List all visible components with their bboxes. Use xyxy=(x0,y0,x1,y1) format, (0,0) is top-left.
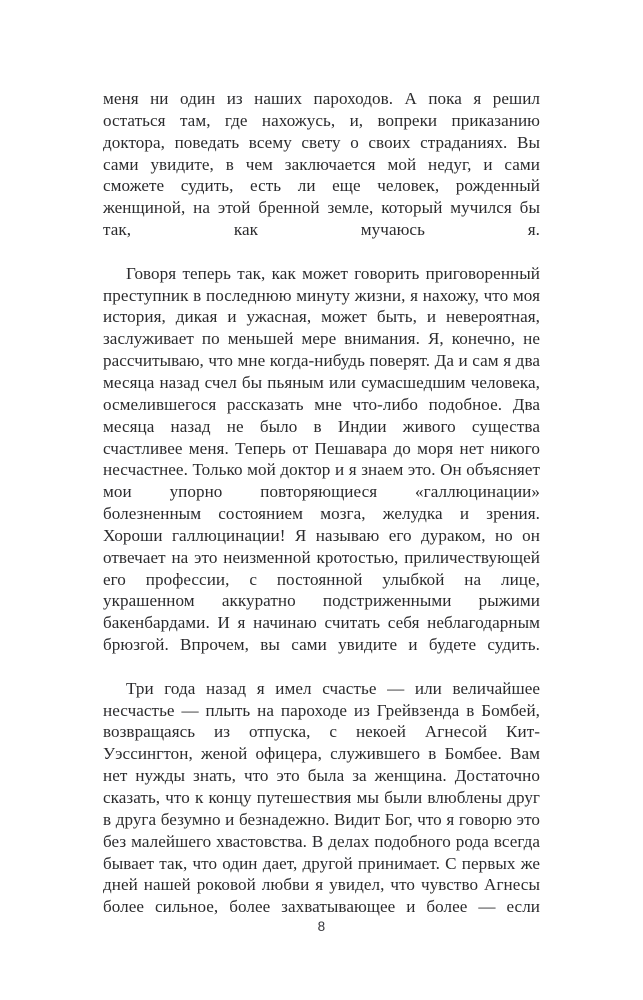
text-column xyxy=(103,88,540,940)
paragraph-3: Три года назад я имел счастье — или величайшее несчастье — плыть на пароходе из Грейвзенда в Бомбей, возвращаясь из отпуска, с некоей Агнесой Кит-Уэссингтон, женой офицера, служившего в Бомбее. Вам нет нужды знать, что это была за женщина. Достаточно сказать, что к концу путешествия мы были влюблены друг в друга безумно и безнадежно. Видит Бог, что я говорю это без малейшего хвастовства. В делах подобного рода всегда бывает так, что один дает, другой принимает. С первых же дней нашей роковой любви я увидел, что чувство Агнесы более сильное, более захватывающее и более — если xyxy=(103,678,540,917)
paragraph-1: меня ни один из наших пароходов. А пока я решил остаться там, где нахожусь, и, вопреки приказанию доктора, поведать всему свету о своих страданиях. Вы сами увидите, в чем заключается мой недуг, и сами сможете судить, есть ли еще человек, рожденный женщиной, на этой бренной земле, который мучился бы так, как мучаюсь я. xyxy=(103,89,540,240)
paragraph-2: Говоря теперь так, как может говорить приговоренный преступник в последнюю минуту жизни, я нахожу, что моя история, дикая и ужасная, может быть, и невероятная, заслуживает по меньшей мере внимания. Я, конечно, не рассчитываю, что мне когда-нибудь поверят. Да и сам я два месяца назад счел бы пьяным или сумасшедшим человека, осмелившегося рассказать мне что-либо подобное. Два месяца назад не было в Индии живого существа счастливее меня. Теперь от Пешавара до моря нет никого несчастнее. Только мой доктор и я знаем это. Он объясняет мои упорно повторяющиеся «галлюцинации» болезненным состоянием мозга, желудка и зрения. Хороши галлюцинации! Я называю его дураком, но он отвечает на это неизменной кротостью, приличествующей его профессии, с постоянной улыбкой на лице, украшенном аккуратно подстриженными рыжими бакенбардами. И я начинаю считать себя неблагодарным брюзгой. Впрочем, вы сами увидите и будете судить. xyxy=(103,263,540,655)
page-number: 8 xyxy=(317,919,326,934)
